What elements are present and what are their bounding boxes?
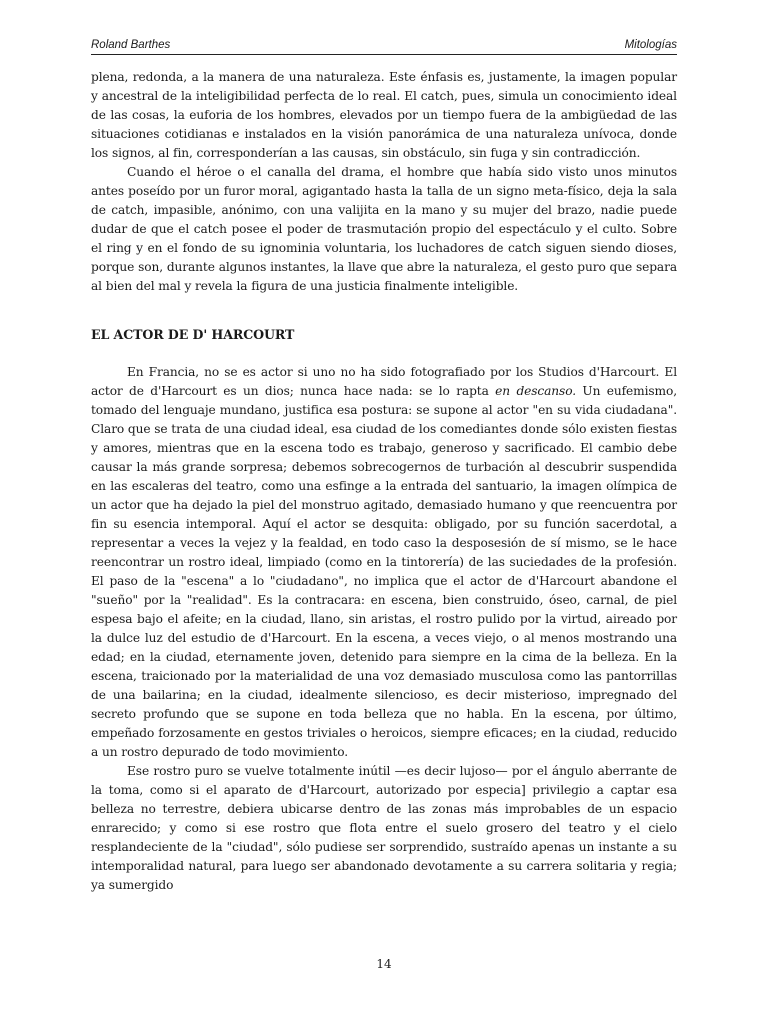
header-author: Roland Barthes	[91, 39, 171, 51]
emphasis-text: en descanso.	[495, 384, 577, 398]
paragraph: Cuando el héroe o el canalla del drama, el hombre que había sido visto unos minutos antes poseído por un furor moral, agigantado hasta la talla de un signo meta-físico, deja la sala de catch, impasible, anónimo, con una valijita en la mano y su mujer del brazo, nadie puede dudar de que el catch posee el poder de trasmutación propio del espectáculo y el culto. Sobre el ring y en el fondo de su ignominia voluntaria, los luchadores de catch siguen siendo dioses, porque son, durante algunos instantes, la llave que abre la naturaleza, el gesto puro que separa al bien del mal y revela la figura de una justicia finalmente inteligible.	[91, 165, 677, 293]
document-page	[91, 38, 677, 988]
running-header	[91, 38, 677, 55]
paragraph: plena, redonda, a la manera de una naturaleza. Este énfasis es, justamente, la imagen popular y ancestral de la inteligibilidad perfecta de lo real. El catch, pues, simula un conocimiento ideal de las cosas, la euforia de los hombres, elevados por un tiempo fuera de la ambigüedad de las situaciones cotidianas e instalados en la visión panorámica de una naturaleza unívoca, donde los signos, al fin, corresponderían a las causas, sin obstáculo, sin fuga y sin contradicción.	[91, 70, 677, 160]
paragraph: Ese rostro puro se vuelve totalmente inútil —es decir lujoso— por el ángulo aberrante de la toma, como si el aparato de d'Harcourt, autorizado por especia] privilegio a captar esa belleza no terrestre, debiera ubicarse dentro de las zonas más improbables de un espacio enrarecido; y como si ese rostro que flota entre el suelo grosero del teatro y el cielo resplandeciente de la "ciudad", sólo pudiese ser sorprendido, sustraído apenas un instante a su intemporalidad natural, para luego ser abandonado devotamente a su carrera solitaria y regia; ya sumergido	[91, 764, 677, 892]
text-run: En Francia, no se es actor si uno no ha sido fotografiado por los Studios d'Harcourt. El actor de d'Harcourt es un dios; nunca hace nada: se lo rapta	[91, 365, 677, 398]
header-book-title: Mitologías	[624, 39, 677, 51]
body-text	[91, 68, 677, 895]
paragraph	[91, 363, 677, 762]
page-number: 14	[376, 957, 392, 971]
text-run: Un eufemismo, tomado del lenguaje mundano, justifica esa postura: se supone al actor "en su vida ciudadana". Claro que se trata de una ciudad ideal, esa ciudad de los comediantes donde sólo existen fiestas y amores, mientras que en la escena todo es trabajo, generoso y sacrificado. El cambio debe causar la más grande sorpresa; debemos sobrecogernos de turbación al descubrir suspendida en las escaleras del teatro, como una esfinge a la entrada del santuario, la imagen olímpica de un actor que ha dejado la piel del monstruo agitado, demasiado humano y que reencuentra por fin su esencia intemporal. Aquí el actor se desquita: obligado, por su función sacerdotal, a representar a veces la vejez y la fealdad, en todo caso la desposesión de sí mismo, se le hace reencontrar un rostro ideal, limpiado (como en la tintorería) de las suciedades de la profesión. El paso de la "escena" a lo "ciudadano", no implica que el actor de d'Harcourt abandone el "sueño" por la "realidad". Es la contracara: en escena, bien construido, óseo, carnal, de piel espesa bajo el afeite; en la ciudad, llano, sin aristas, el rostro pulido por la virtud, aireado por la dulce luz del estudio de d'Harcourt. En la escena, a veces viejo, o al menos mostrando una edad; en la ciudad, eternamente joven, detenido para siempre en la cima de la belleza. En la escena, traicionado por la materialidad de una voz demasiado musculosa como las pantorrillas de una bailarina; en la ciudad, idealmente silencioso, es decir misterioso, impregnado del secreto profundo que se supone en toda belleza que no habla. En la escena, por último, empeñado forzosamente en gestos triviales o heroicos, siempre eficaces; en la ciudad, reducido a un rostro depurado de todo movimiento.	[91, 384, 678, 759]
section-heading: EL ACTOR DE D' HARCOURT	[91, 327, 295, 342]
